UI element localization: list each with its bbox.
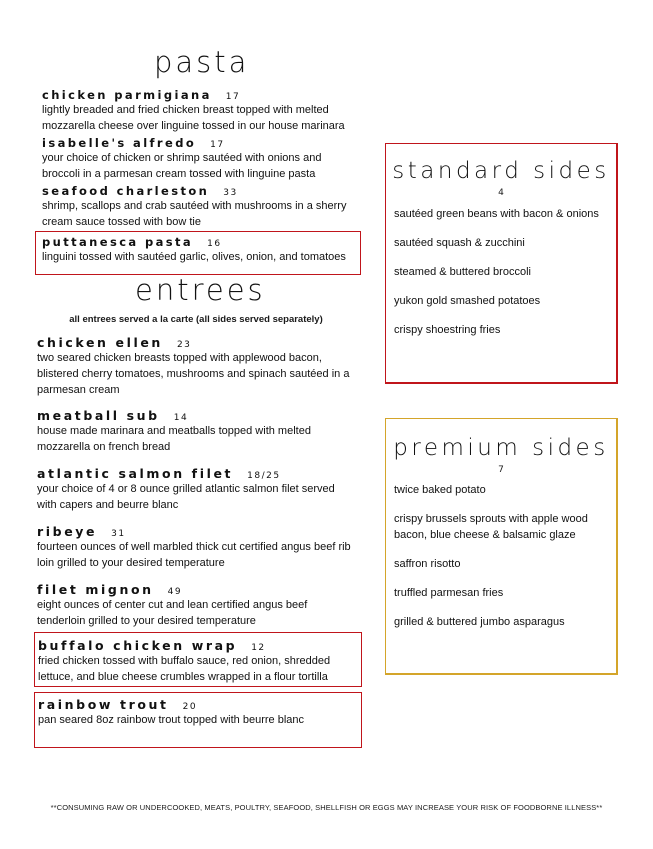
item-price: 33 bbox=[223, 188, 238, 198]
foodborne-illness-warning: **CONSUMING RAW OR UNDERCOOKED, MEATS, POULTRY, SEAFOOD, SHELLFISH OR EGGS MAY INCREASE YOUR RISK OF FOODBORNE ILLNESS** bbox=[50, 803, 603, 812]
item-name: rainbow trout 20 bbox=[38, 697, 198, 712]
item-price: 17 bbox=[225, 92, 241, 102]
entree-item-rainbow-trout bbox=[34, 692, 362, 748]
item-price: 17 bbox=[210, 140, 225, 150]
pasta-item-seafood-charleston bbox=[42, 184, 352, 230]
entree-item-atlantic-salmon-filet bbox=[37, 466, 357, 513]
item-price: 20 bbox=[182, 702, 198, 712]
item-description: fourteen ounces of well marbled thick cut certified angus beef rib loin grilled to your desired temperature bbox=[37, 541, 351, 569]
item-description: your choice of 4 or 8 ounce grilled atlantic salmon filet served with capers and beurre blanc bbox=[37, 483, 335, 511]
item-price: 12 bbox=[251, 643, 266, 653]
standard-sides-price: 4 bbox=[498, 188, 504, 198]
side-item: steamed & buttered broccoli bbox=[394, 266, 531, 278]
entrees-title: entrees bbox=[135, 273, 266, 307]
side-item: saffron risotto bbox=[394, 558, 461, 570]
item-description: pan seared 8oz rainbow trout topped with beurre blanc bbox=[38, 714, 305, 726]
pasta-item-isabelles-alfredo bbox=[42, 136, 352, 182]
item-price: 14 bbox=[173, 413, 189, 423]
item-name: puttanesca pasta 16 bbox=[42, 235, 222, 249]
side-item: truffled parmesan fries bbox=[394, 587, 504, 599]
item-price: 31 bbox=[111, 529, 126, 539]
standard-sides-list bbox=[386, 198, 616, 338]
premium-sides-title: premium sides bbox=[393, 435, 609, 461]
entree-item-buffalo-chicken-wrap bbox=[34, 632, 362, 687]
item-name: chicken ellen 23 bbox=[37, 335, 192, 350]
item-name: meatball sub 14 bbox=[37, 408, 189, 423]
pasta-title: pasta bbox=[154, 45, 250, 79]
standard-sides-box bbox=[385, 143, 618, 384]
side-item: crispy shoestring fries bbox=[394, 324, 501, 336]
side-item: crispy brussels sprouts with apple wood bacon, blue cheese & balsamic glaze bbox=[394, 513, 588, 541]
item-price: 23 bbox=[176, 340, 192, 350]
item-name: atlantic salmon filet 18/25 bbox=[37, 466, 281, 481]
entree-item-chicken-ellen bbox=[37, 335, 357, 398]
side-item: sautéed squash & zucchini bbox=[394, 237, 525, 249]
item-name: seafood charleston 33 bbox=[42, 184, 238, 198]
item-description: eight ounces of center cut and lean certified angus beef tenderloin grilled to your desired temperature bbox=[37, 599, 308, 627]
entrees-note: all entrees served a la carte (all sides served separately) bbox=[69, 314, 323, 325]
item-price: 49 bbox=[167, 587, 183, 597]
standard-sides-title: standard sides bbox=[392, 158, 610, 184]
entree-item-ribeye bbox=[37, 524, 357, 571]
side-item: twice baked potato bbox=[394, 484, 486, 496]
item-description: house made marinara and meatballs topped with melted mozzarella on french bread bbox=[37, 425, 311, 453]
pasta-item-chicken-parmigiana bbox=[42, 88, 352, 134]
premium-sides-box bbox=[385, 418, 618, 675]
item-description: shrimp, scallops and crab sautéed with mushrooms in a sherry cream sauce tossed with bow tie bbox=[42, 200, 347, 228]
item-price: 18/25 bbox=[247, 471, 281, 481]
item-description: linguini tossed with sautéed garlic, olives, onion, and tomatoes bbox=[42, 251, 346, 263]
item-name: filet mignon 49 bbox=[37, 582, 183, 597]
side-item: grilled & buttered jumbo asparagus bbox=[394, 616, 565, 628]
item-name: buffalo chicken wrap 12 bbox=[38, 638, 266, 653]
item-description: two seared chicken breasts topped with applewood bacon, blistered cherry tomatoes, mushrooms and spinach sautéed in a parmesan cream bbox=[37, 352, 350, 396]
premium-sides-price: 7 bbox=[498, 465, 504, 475]
premium-sides-list bbox=[386, 475, 606, 630]
side-item: yukon gold smashed potatoes bbox=[394, 295, 541, 307]
entree-item-filet-mignon bbox=[37, 582, 357, 629]
item-name: isabelle's alfredo 17 bbox=[42, 136, 225, 150]
item-description: lightly breaded and fried chicken breast topped with melted mozzarella cheese over linguine tossed in our house marinara bbox=[42, 104, 345, 132]
item-price: 16 bbox=[207, 239, 222, 249]
item-name: ribeye 31 bbox=[37, 524, 126, 539]
entree-item-meatball-sub bbox=[37, 408, 357, 455]
item-description: your choice of chicken or shrimp sautéed with onions and broccoli in a parmesan cream tossed with linguine pasta bbox=[42, 152, 322, 180]
pasta-item-puttanesca-pasta bbox=[35, 231, 361, 275]
item-name: chicken parmigiana 17 bbox=[42, 88, 241, 102]
item-description: fried chicken tossed with buffalo sauce, red onion, shredded lettuce, and blue cheese crumbles wrapped in a flour tortilla bbox=[38, 655, 331, 683]
side-item: sautéed green beans with bacon & onions bbox=[394, 208, 599, 220]
